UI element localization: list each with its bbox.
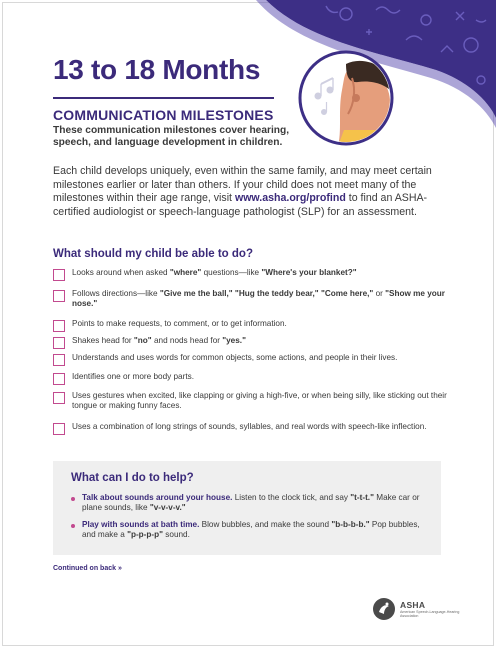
checkbox-icon[interactable] [53, 373, 65, 385]
checkbox-icon[interactable] [53, 392, 65, 404]
section-subtitle: COMMUNICATION MILESTONES [53, 107, 274, 123]
asha-full-name: American Speech-Language-Hearing Association [400, 609, 460, 618]
bullet-icon [71, 497, 75, 501]
guidance-paragraph [53, 165, 445, 220]
checklist-item-text: Looks around when asked "where" questions—like "Where's your blanket?" [72, 268, 357, 277]
checklist-item-text: Understands and uses words for common objects, some actions, and people in their lives. [72, 353, 398, 362]
checklist-item [53, 372, 450, 385]
help-tip [71, 520, 431, 541]
checklist-item-text: Uses a combination of long strings of sounds, syllables, and real words with speech-like inflection. [72, 422, 427, 431]
checkbox-icon[interactable] [53, 269, 65, 281]
checkbox-icon[interactable] [53, 337, 65, 349]
checkbox-icon[interactable] [53, 290, 65, 302]
checkbox-icon[interactable] [53, 320, 65, 332]
checklist-item [53, 422, 450, 435]
asha-logo-icon [372, 597, 396, 621]
child-listening-illustration [298, 50, 394, 146]
checklist-item [53, 336, 450, 349]
checklist-heading: What should my child be able to do? [53, 248, 253, 260]
guidance-text-start: Each child develops uniquely, even within the same family, and may meet certain milestones earlier or later than others. If your child does not meet many of the milestones within their age range, visit [53, 165, 432, 205]
checklist-item-text: Points to make requests, to comment, or to get information. [72, 319, 287, 328]
checkbox-icon[interactable] [53, 423, 65, 435]
checklist-item-text: Follows directions—like "Give me the ball," "Hug the teddy bear," "Come here," or "Show me your nose." [72, 289, 445, 309]
help-tip-text: Talk about sounds around your house. Listen to the clock tick, and say "t-t-t." Make car or plane sounds, like "v-v-v-v." [82, 493, 420, 513]
help-section [53, 461, 441, 555]
guidance-text-end: to find an ASHA-certified audiologist or speech-language pathologist (SLP) for an assessment. [53, 192, 428, 219]
asha-logo [372, 597, 470, 621]
checklist-item [53, 391, 450, 412]
checklist-item-text: Identifies one or more body parts. [72, 372, 194, 381]
checklist-item [53, 319, 450, 332]
help-tip-text: Play with sounds at bath time. Blow bubbles, and make the sound "b-b-b-b." Pop bubbles, and make a "p-p-p-p" sound. [82, 520, 420, 540]
checkbox-icon[interactable] [53, 354, 65, 366]
checklist-item [53, 289, 450, 310]
checklist-item [53, 268, 450, 281]
asha-name: ASHA [400, 599, 426, 610]
help-heading: What can I do to help? [71, 472, 194, 484]
help-tip [71, 493, 431, 514]
title-divider [53, 97, 274, 99]
page-title: 13 to 18 Months [53, 54, 261, 85]
checklist-item-text: Uses gestures when excited, like clapping or giving a high-five, or when being silly, like sticking out their tongue or making funny faces. [72, 391, 447, 411]
checklist-item-text: Shakes head for "no" and nods head for "yes." [72, 336, 246, 345]
profind-link[interactable]: www.asha.org/profind [234, 192, 346, 205]
intro-text: These communication milestones cover hearing, speech, and language development in children. [53, 125, 290, 148]
checklist-item [53, 353, 450, 366]
asha-wordmark [400, 600, 470, 619]
continued-on-back-link[interactable]: Continued on back » [53, 565, 122, 572]
bullet-icon [71, 524, 75, 528]
